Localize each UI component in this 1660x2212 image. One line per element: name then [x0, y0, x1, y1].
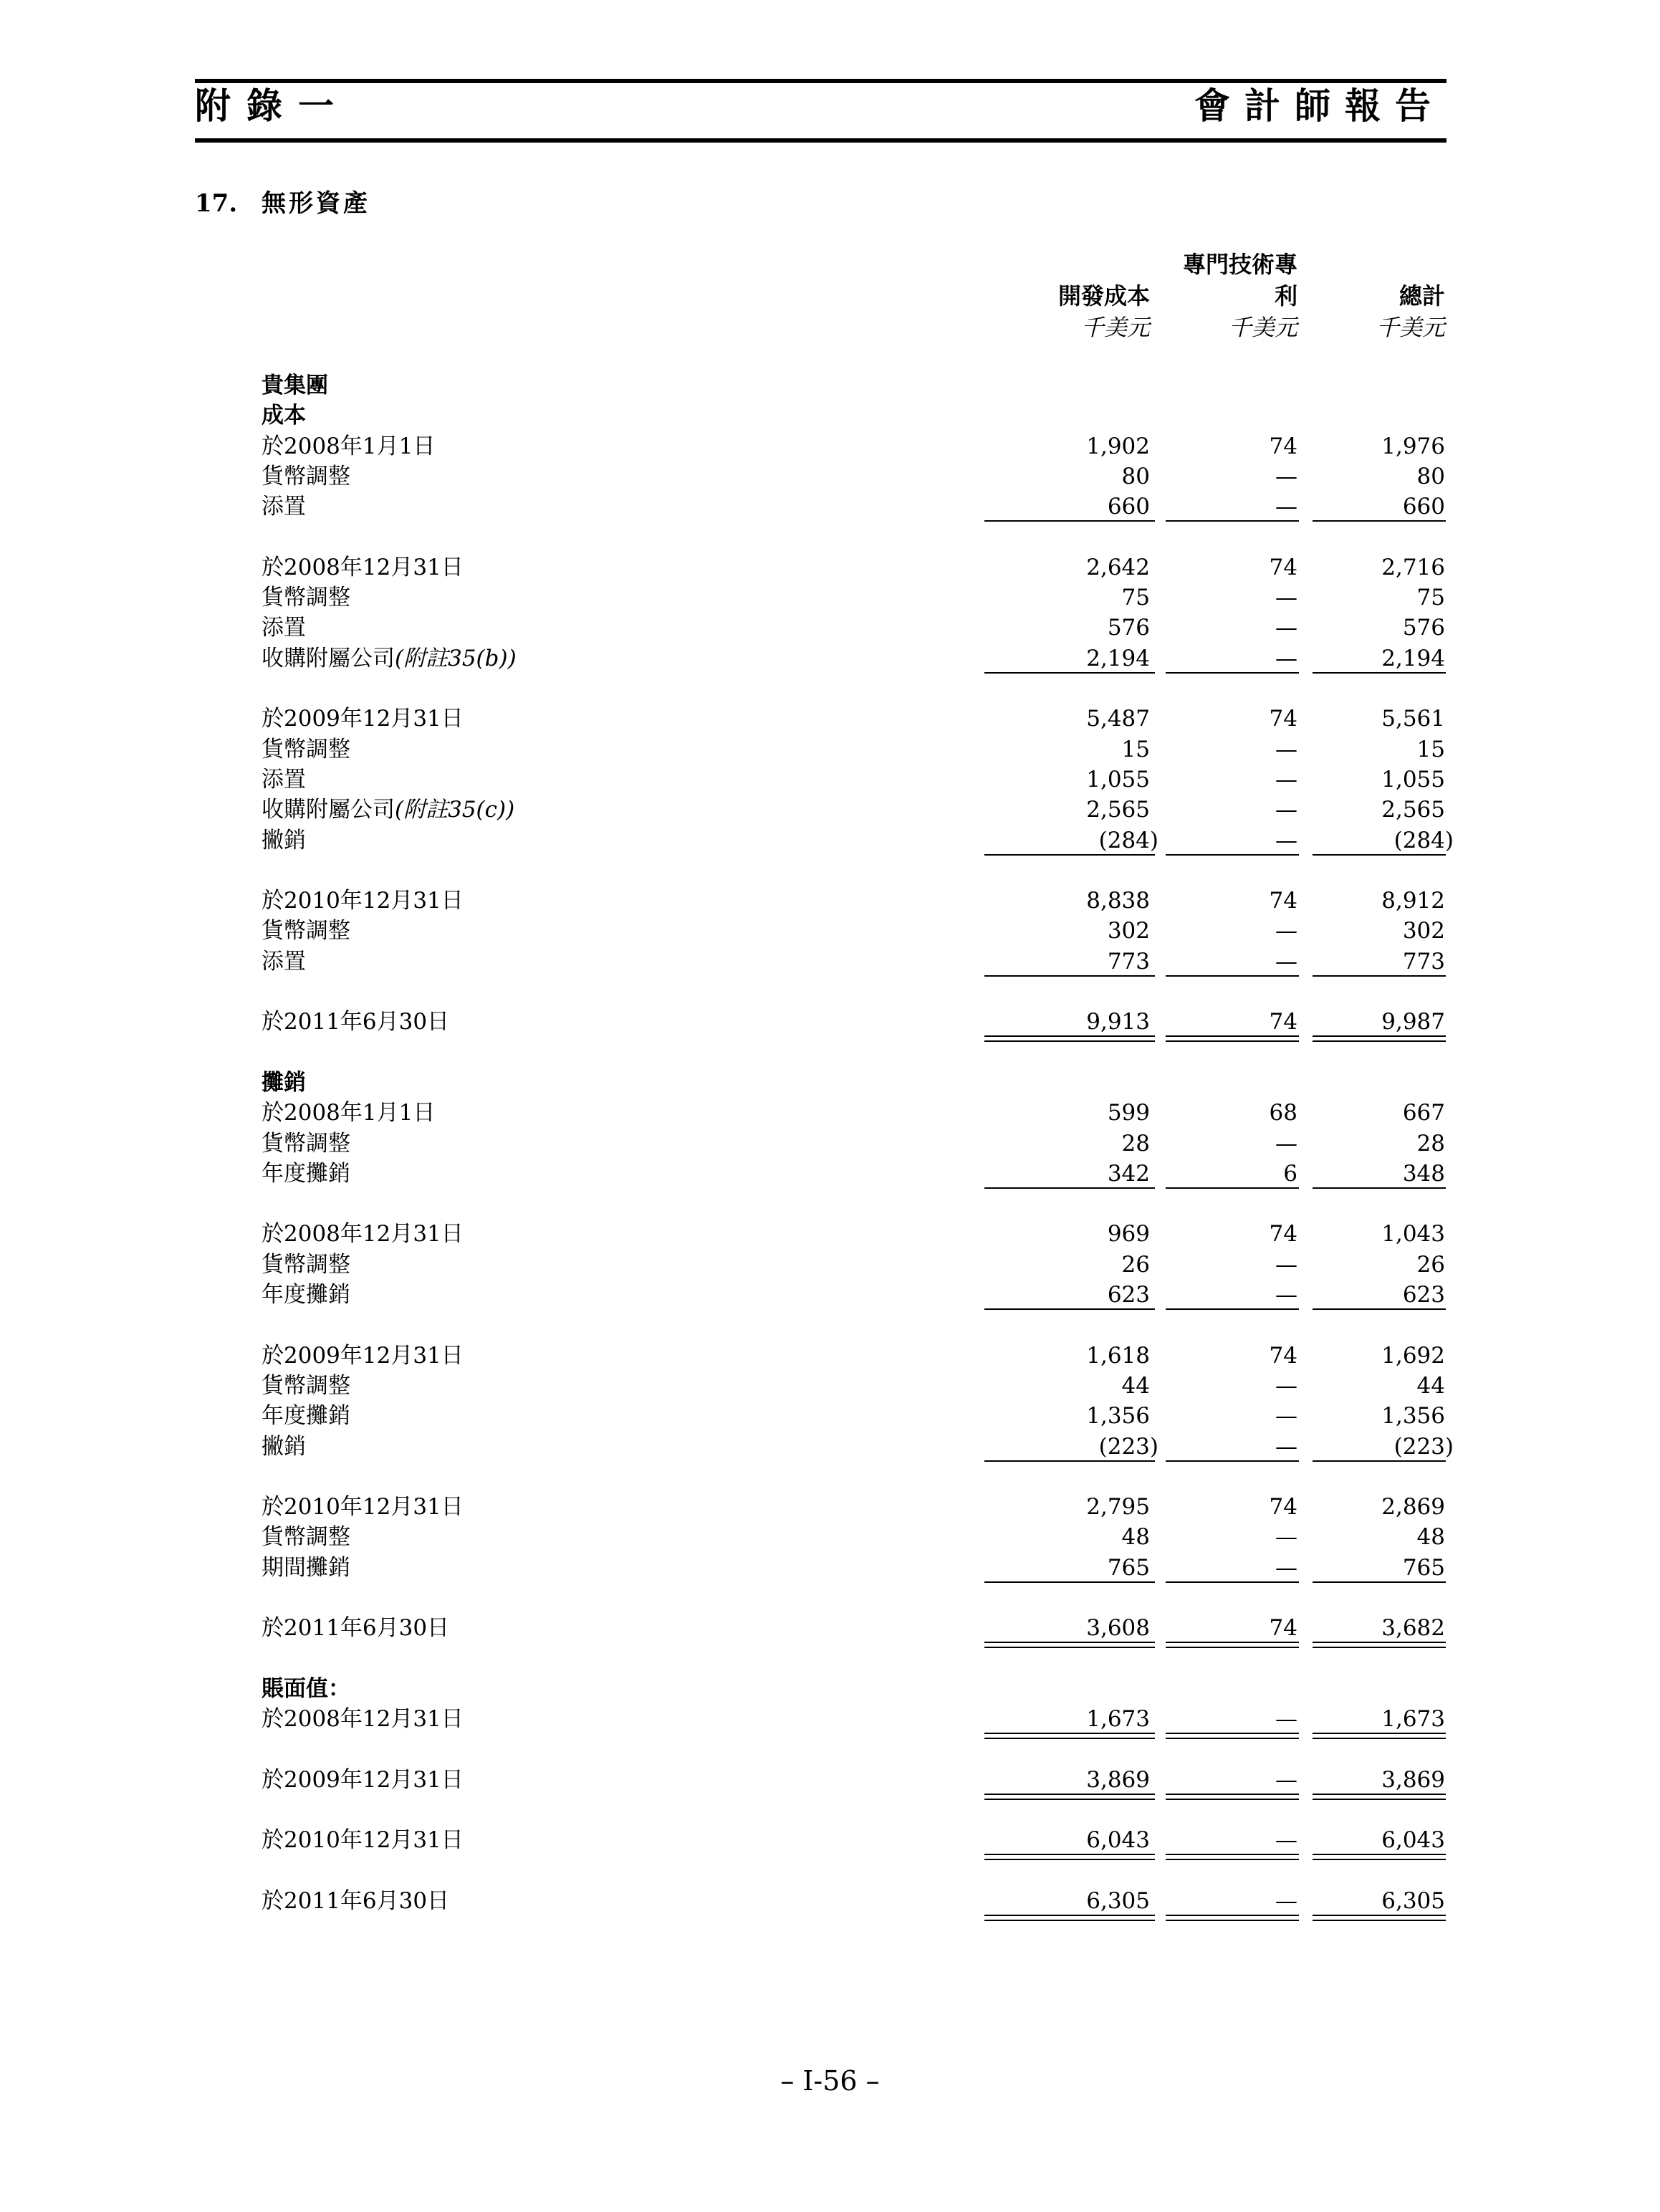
column-header-3-unit: 千美元	[1376, 314, 1445, 341]
underline	[984, 1642, 1155, 1643]
table-row-label	[262, 1613, 449, 1643]
underline	[1166, 1581, 1299, 1583]
underline	[1166, 1733, 1299, 1734]
row-label-text: 撇銷	[262, 1433, 306, 1460]
row-label-text: 成本	[262, 403, 306, 429]
underline	[984, 1308, 1155, 1310]
table-cell-col2: —	[1275, 1372, 1297, 1399]
underline	[984, 1035, 1155, 1037]
double-underline	[984, 1799, 1155, 1800]
table-cell-col2: —	[1275, 585, 1297, 611]
underline	[984, 1460, 1155, 1462]
table-row-label	[262, 765, 306, 795]
underline	[984, 1794, 1155, 1795]
table-cell-col1: 1,673	[1086, 1706, 1150, 1733]
table-cell-col2: 74	[1269, 1342, 1297, 1369]
table-cell-col2: —	[1275, 766, 1297, 793]
table-row-label	[262, 552, 464, 583]
table-row-label	[262, 704, 464, 734]
table-cell-col3: 15	[1416, 736, 1445, 762]
table-row-label	[262, 1129, 350, 1159]
table-cell-col3: 2,869	[1381, 1494, 1445, 1521]
underline	[1313, 1460, 1446, 1462]
table-cell-col2: —	[1275, 1827, 1297, 1854]
underline	[1313, 1308, 1446, 1310]
page-number: – I-56 –	[780, 2065, 880, 2097]
table-cell-col2: —	[1275, 1706, 1297, 1733]
table-row-label	[262, 1553, 350, 1583]
table-cell-col1: 6,305	[1086, 1888, 1150, 1914]
table-cell-col3: 1,055	[1381, 766, 1445, 793]
table-cell-col3: 48	[1416, 1524, 1445, 1551]
table-cell-col1: 26	[1121, 1251, 1150, 1278]
table-cell-col3: 80	[1416, 463, 1445, 489]
table-row-label	[262, 492, 306, 522]
table-cell-col1: 342	[1107, 1160, 1150, 1187]
double-underline	[1313, 1920, 1446, 1921]
row-label-text: 收購附屬公司	[262, 797, 395, 823]
appendix-title: 附錄一	[195, 85, 350, 127]
double-underline	[984, 1920, 1155, 1921]
table-cell-col2: 74	[1269, 1615, 1297, 1642]
row-label-text: 貨幣調整	[262, 1130, 350, 1157]
table-row-label	[262, 1401, 350, 1431]
table-cell-col2: 74	[1269, 888, 1297, 914]
section-number: 17.	[195, 189, 238, 218]
double-underline	[1166, 1799, 1299, 1800]
row-label-text: 於2009年12月31日	[262, 1766, 464, 1793]
row-label-text: 於2008年12月31日	[262, 1706, 464, 1733]
table-cell-col2: —	[1275, 494, 1297, 520]
table-cell-col2: 74	[1269, 554, 1297, 580]
table-cell-col1: 28	[1121, 1130, 1150, 1157]
table-cell-col3: 3,869	[1381, 1766, 1445, 1793]
underline	[984, 672, 1155, 674]
table-cell-col1: 302	[1107, 918, 1150, 944]
table-row-label	[262, 1371, 350, 1401]
table-cell-col2: —	[1275, 1282, 1297, 1308]
table-row-label	[262, 1219, 464, 1249]
table-cell-col1: 765	[1107, 1554, 1150, 1581]
row-label-text: 攤銷	[262, 1069, 306, 1096]
table-row-label	[262, 1159, 350, 1189]
row-label-text: 撇銷	[262, 827, 306, 853]
table-cell-col3: 44	[1416, 1372, 1445, 1399]
row-label-note: (附註35(b))	[395, 645, 517, 671]
column-header-1-line2: 開發成本	[1057, 282, 1150, 310]
table-cell-col2: —	[1275, 948, 1297, 975]
underline	[1166, 1187, 1299, 1189]
table-row-label	[262, 583, 350, 613]
table-cell-col2: 74	[1269, 1221, 1297, 1248]
double-underline	[1166, 1647, 1299, 1648]
double-underline	[1313, 1647, 1446, 1648]
table-cell-col3: 302	[1402, 918, 1445, 944]
table-row-label	[262, 461, 350, 492]
table-row-label	[262, 825, 306, 856]
table-cell-col1: 3,608	[1086, 1615, 1150, 1642]
table-cell-col2: 6	[1283, 1160, 1297, 1187]
table-cell-col3: 6,305	[1381, 1888, 1445, 1914]
row-label-text: 貨幣調整	[262, 585, 350, 611]
underline	[1313, 520, 1446, 522]
row-label-text: 貨幣調整	[262, 918, 350, 944]
table-cell-col2: —	[1275, 645, 1297, 671]
table-cell-col3: 1,692	[1381, 1342, 1445, 1369]
underline	[1166, 1915, 1299, 1916]
double-underline	[984, 1647, 1155, 1648]
column-header-2-line1: 專門技術專	[1182, 251, 1297, 278]
row-label-text: 貨幣調整	[262, 1372, 350, 1399]
table-cell-col3: 26	[1416, 1251, 1445, 1278]
table-cell-col3: 348	[1402, 1160, 1445, 1187]
table-cell-col1: 969	[1107, 1221, 1150, 1248]
table-cell-col1: 6,043	[1086, 1827, 1150, 1854]
underline	[1313, 1733, 1446, 1734]
table-cell-col3: 28	[1416, 1130, 1445, 1157]
table-cell-col3: 5,561	[1381, 706, 1445, 732]
table-cell-col1: 3,869	[1086, 1766, 1150, 1793]
table-row-label	[262, 1098, 435, 1128]
table-row-label	[262, 1492, 464, 1522]
table-cell-col1: 5,487	[1086, 706, 1150, 732]
row-label-text: 於2010年12月31日	[262, 1827, 464, 1854]
underline	[1166, 1308, 1299, 1310]
row-label-text: 收購附屬公司	[262, 645, 395, 671]
underline	[1313, 975, 1446, 977]
table-row-label	[262, 947, 306, 977]
table-cell-col3: 2,194	[1381, 645, 1445, 671]
table-row-label	[262, 431, 435, 461]
table-cell-col2: —	[1275, 1251, 1297, 1278]
table-row-label	[262, 1007, 449, 1037]
table-cell-col3: 765	[1402, 1554, 1445, 1581]
table-row-label	[262, 886, 464, 916]
table-cell-col3: 6,043	[1381, 1827, 1445, 1854]
row-label-text: 於2009年12月31日	[262, 1342, 464, 1369]
underline	[1313, 854, 1446, 856]
row-label-text: 於2008年1月1日	[262, 433, 436, 459]
table-cell-col3: 1,356	[1381, 1403, 1445, 1430]
table-section-heading	[262, 1674, 350, 1704]
table-cell-col3: 773	[1402, 948, 1445, 975]
underline	[1166, 520, 1299, 522]
table-cell-col3: 8,912	[1381, 888, 1445, 914]
table-row-label	[262, 1886, 449, 1916]
double-underline	[1166, 1859, 1299, 1860]
underline	[984, 854, 1155, 856]
underline	[1166, 1460, 1299, 1462]
table-cell-col1: 75	[1121, 585, 1150, 611]
row-label-text: 年度攤銷	[262, 1160, 350, 1187]
underline	[1313, 1035, 1446, 1037]
table-row-label	[262, 1825, 464, 1855]
row-label-text: 貨幣調整	[262, 463, 350, 489]
table-cell-col2: —	[1275, 736, 1297, 762]
section-title: 無形資產	[262, 189, 370, 218]
table-cell-col1: 44	[1121, 1372, 1150, 1399]
row-label-text: 於2008年12月31日	[262, 1221, 464, 1248]
table-cell-col1: 1,902	[1086, 433, 1150, 459]
row-label-text: 貨幣調整	[262, 736, 350, 762]
underline	[984, 1854, 1155, 1855]
table-cell-col1: 8,838	[1086, 888, 1150, 914]
underline	[1166, 1035, 1299, 1037]
table-cell-col1: 660	[1107, 494, 1150, 520]
table-row-label	[262, 1280, 350, 1310]
report-title: 會計師報告	[1194, 85, 1445, 127]
column-header-2-line2: 利	[1274, 282, 1297, 310]
table-cell-col1: 623	[1107, 1282, 1150, 1308]
table-cell-col1: 2,194	[1086, 645, 1150, 671]
underline	[1166, 1642, 1299, 1643]
row-label-text: 添置	[262, 494, 306, 520]
table-cell-col2: 74	[1269, 706, 1297, 732]
row-label-text: 於2011年6月30日	[262, 1615, 450, 1642]
underline	[1166, 854, 1299, 856]
column-header-1-unit: 千美元	[1080, 314, 1150, 341]
table-cell-col1: 1,356	[1086, 1403, 1150, 1430]
row-label-text: 於2010年12月31日	[262, 1494, 464, 1521]
row-label-text: 貨幣調整	[262, 1251, 350, 1278]
table-cell-col2: —	[1275, 918, 1297, 944]
underline	[984, 975, 1155, 977]
underline	[1313, 1642, 1446, 1643]
table-cell-col2: 74	[1269, 1009, 1297, 1035]
table-cell-col1: 15	[1121, 736, 1150, 762]
table-cell-col1: (223)	[1098, 1433, 1158, 1460]
double-underline	[984, 1738, 1155, 1739]
table-cell-col2: —	[1275, 1554, 1297, 1581]
table-cell-col3: 660	[1402, 494, 1445, 520]
double-underline	[1313, 1799, 1446, 1800]
table-cell-col1: 2,795	[1086, 1494, 1150, 1521]
table-section-heading	[262, 370, 328, 401]
table-row-label	[262, 734, 350, 765]
table-cell-col2: 74	[1269, 1494, 1297, 1521]
column-header-3-line2: 總計	[1398, 282, 1445, 310]
table-row-label	[262, 1704, 464, 1734]
row-label-note: (附註35(c))	[395, 797, 515, 823]
row-label-text: 於2010年12月31日	[262, 888, 464, 914]
double-underline	[1166, 1920, 1299, 1921]
underline	[1313, 1187, 1446, 1189]
table-row-label	[262, 643, 517, 674]
underline	[1313, 1915, 1446, 1916]
table-cell-col1: 2,565	[1086, 797, 1150, 823]
underline	[984, 520, 1155, 522]
double-underline	[1166, 1040, 1299, 1042]
table-cell-col3: 576	[1402, 615, 1445, 641]
double-underline	[1313, 1859, 1446, 1860]
underline	[1166, 975, 1299, 977]
double-underline	[984, 1040, 1155, 1042]
table-cell-col2: 68	[1269, 1100, 1297, 1126]
table-cell-col3: 1,673	[1381, 1706, 1445, 1733]
table-cell-col3: 1,976	[1381, 433, 1445, 459]
row-label-text: 於2009年12月31日	[262, 706, 464, 732]
table-cell-col3: 2,716	[1381, 554, 1445, 580]
table-section-heading	[262, 401, 306, 431]
table-row-label	[262, 613, 306, 643]
table-cell-col1: 773	[1107, 948, 1150, 975]
table-cell-col3: 1,043	[1381, 1221, 1445, 1248]
underline	[984, 1733, 1155, 1734]
table-cell-col1: 599	[1107, 1100, 1150, 1126]
double-underline	[1313, 1040, 1446, 1042]
table-cell-col3: 3,682	[1381, 1615, 1445, 1642]
table-cell-col1: 1,055	[1086, 766, 1150, 793]
row-label-text: 添置	[262, 766, 306, 793]
double-underline	[984, 1859, 1155, 1860]
double-underline	[1166, 1738, 1299, 1739]
underline	[1313, 1854, 1446, 1855]
table-cell-col1: 1,618	[1086, 1342, 1150, 1369]
table-row-label	[262, 1765, 464, 1795]
underline	[984, 1581, 1155, 1583]
underline	[1313, 672, 1446, 674]
row-label-text: 於2008年1月1日	[262, 1100, 436, 1126]
column-header-2-unit: 千美元	[1228, 314, 1297, 341]
table-cell-col2: —	[1275, 827, 1297, 853]
double-underline	[1313, 1738, 1446, 1739]
table-cell-col1: (284)	[1098, 827, 1158, 853]
underline	[1166, 672, 1299, 674]
table-cell-col2: —	[1275, 1766, 1297, 1793]
row-label-text: 於2008年12月31日	[262, 554, 464, 580]
table-row-label	[262, 1250, 350, 1280]
row-label-text: 添置	[262, 615, 306, 641]
underline	[984, 1915, 1155, 1916]
table-cell-col3: 75	[1416, 585, 1445, 611]
table-cell-col2: —	[1275, 1524, 1297, 1551]
table-cell-col1: 2,642	[1086, 554, 1150, 580]
row-label-text: 於2011年6月30日	[262, 1888, 450, 1914]
underline	[1166, 1794, 1299, 1795]
table-cell-col2: —	[1275, 1130, 1297, 1157]
table-cell-col2: —	[1275, 463, 1297, 489]
underline	[1313, 1581, 1446, 1583]
table-cell-col3: 9,987	[1381, 1009, 1445, 1035]
table-row-label	[262, 795, 514, 825]
header-rule-top	[195, 79, 1446, 83]
row-label-text: 於2011年6月30日	[262, 1009, 450, 1035]
table-row-label	[262, 1432, 306, 1462]
table-cell-col3: 623	[1402, 1282, 1445, 1308]
table-cell-col3: (223)	[1393, 1433, 1454, 1460]
row-label-text: 貨幣調整	[262, 1524, 350, 1551]
underline	[984, 1187, 1155, 1189]
table-cell-col2: —	[1275, 615, 1297, 641]
table-cell-col1: 576	[1107, 615, 1150, 641]
table-cell-col2: 74	[1269, 433, 1297, 459]
underline	[1313, 1794, 1446, 1795]
row-label-text: 貴集團	[262, 373, 328, 398]
table-cell-col1: 48	[1121, 1524, 1150, 1551]
table-section-heading	[262, 1068, 306, 1098]
row-label-text: 期間攤銷	[262, 1554, 350, 1581]
row-label-text: 年度攤銷	[262, 1282, 350, 1308]
table-cell-col2: —	[1275, 1403, 1297, 1430]
table-cell-col2: —	[1275, 1888, 1297, 1914]
table-cell-col2: —	[1275, 1433, 1297, 1460]
table-cell-col2: —	[1275, 797, 1297, 823]
underline	[1166, 1854, 1299, 1855]
table-cell-col3: 2,565	[1381, 797, 1445, 823]
row-label-text: 年度攤銷	[262, 1403, 350, 1430]
table-row-label	[262, 916, 350, 946]
table-row-label	[262, 1522, 350, 1552]
row-label-text: 賬面值：	[262, 1675, 350, 1702]
table-cell-col3: (284)	[1393, 827, 1454, 853]
table-row-label	[262, 1341, 464, 1371]
row-label-text: 添置	[262, 948, 306, 975]
table-cell-col3: 667	[1402, 1100, 1445, 1126]
header-rule-bottom	[195, 138, 1446, 143]
table-cell-col1: 9,913	[1086, 1009, 1150, 1035]
table-cell-col1: 80	[1121, 463, 1150, 489]
